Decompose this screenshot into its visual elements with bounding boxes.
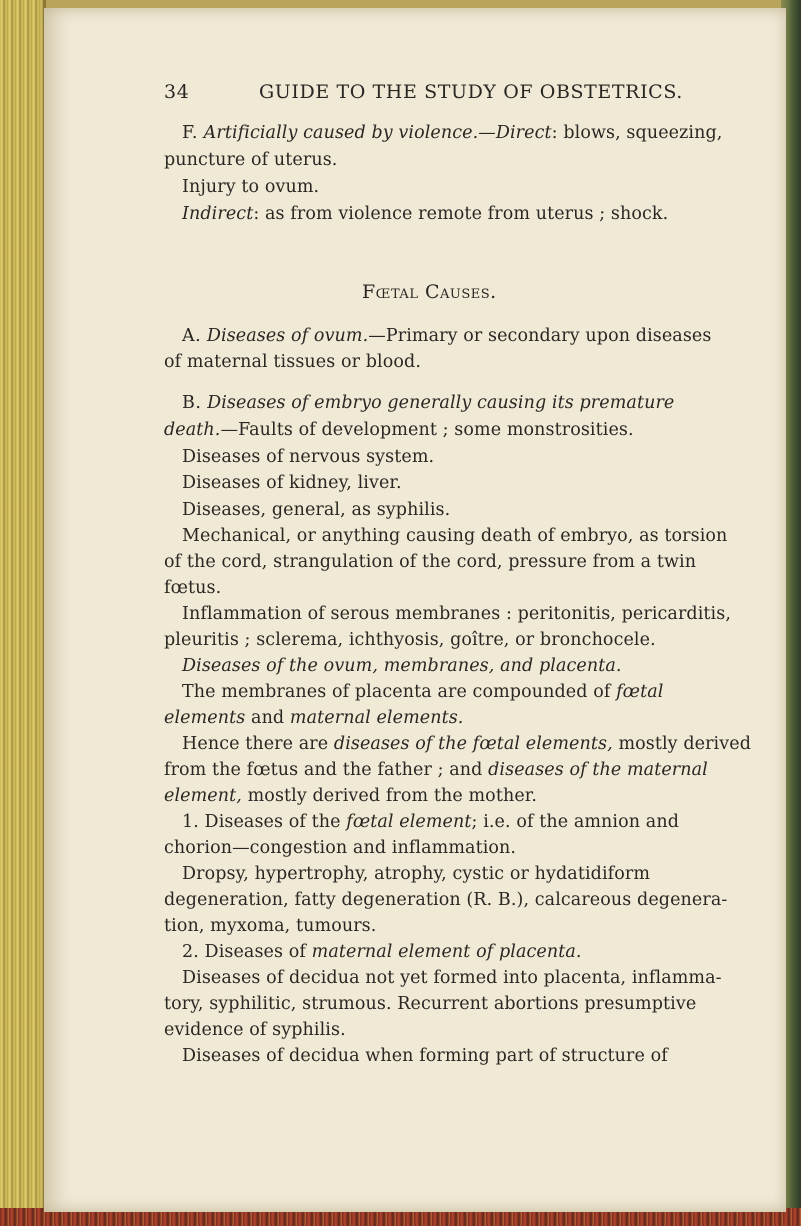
text-span: Hence there are: [182, 734, 329, 754]
numbered-item-1-cont: chorion—congestion and inflammation.: [164, 838, 517, 858]
section-f-line-2: puncture of uterus.: [164, 150, 338, 170]
section-a-line-2: of maternal tissues or blood.: [164, 352, 421, 372]
text-span: —Faults of development ; some monstrosities.: [220, 420, 634, 440]
text-span: Indirect: [182, 204, 254, 224]
membranes-line-2: [164, 706, 463, 730]
placenta-heading: Diseases of the ovum, membranes, and placenta.: [182, 656, 622, 676]
dropsy-line-3: tion, myxoma, tumours.: [164, 916, 377, 936]
decidua-line-4: Diseases of decidua when forming part of structure of: [182, 1046, 668, 1066]
text-span: element,: [164, 786, 242, 806]
text-span: 1. Diseases of the: [182, 812, 341, 832]
section-marker: F.: [182, 123, 198, 143]
section-f-line-1: [182, 121, 722, 145]
decidua-line-1: Diseases of decidua not yet formed into placenta, inflamma-: [182, 968, 722, 988]
section-b-line-2: [164, 418, 634, 442]
section-f-line-4: [182, 202, 668, 226]
list-item: Diseases of nervous system.: [182, 447, 435, 467]
text-span: 2. Diseases of: [182, 942, 306, 962]
running-title: GUIDE TO THE STUDY OF OBSTETRICS.: [259, 81, 683, 103]
list-item: pleuritis ; sclerema, ichthyosis, goître, or bronchocele.: [164, 630, 656, 650]
dropsy-line-1: Dropsy, hypertrophy, atrophy, cystic or hydatidiform: [182, 864, 651, 884]
decidua-line-2: tory, syphilitic, strumous. Recurrent abortions presumptive: [164, 994, 697, 1014]
hence-line-2: [164, 758, 708, 782]
text-span: maternal element of placenta.: [311, 942, 582, 962]
text-span: mostly derived: [618, 734, 751, 754]
book-page: [44, 8, 786, 1212]
text-span: elements: [164, 708, 246, 728]
section-b-line-1: [182, 391, 674, 415]
text-span: : blows, squeezing,: [551, 123, 723, 143]
book-binding-edge: [0, 0, 46, 1226]
decidua-line-3: evidence of syphilis.: [164, 1020, 346, 1040]
text-span: : as from violence remote from uterus ; shock.: [253, 204, 669, 224]
section-heading: Artificially caused by violence.—Direct: [203, 123, 552, 143]
page-number: 34: [164, 81, 190, 103]
section-marker: A.: [182, 326, 202, 346]
text-span: The membranes of placenta are compounded of: [182, 682, 611, 702]
section-heading: Diseases of embryo generally causing its premature: [207, 393, 675, 413]
list-item: Diseases of kidney, liver.: [182, 473, 402, 493]
section-a-line-1: [182, 324, 711, 348]
text-span: fœtal: [616, 682, 664, 702]
foetal-causes-heading: Fœtal Causes.: [362, 281, 497, 303]
list-item: Inflammation of serous membranes : peritonitis, pericarditis,: [182, 604, 732, 624]
text-span: maternal elements.: [289, 708, 464, 728]
list-item: Diseases, general, as syphilis.: [182, 500, 451, 520]
section-marker: B.: [182, 393, 202, 413]
text-span: fœtal element: [346, 812, 472, 832]
hence-line-3: [164, 784, 537, 808]
text-span: and: [251, 708, 285, 728]
numbered-item-2: [182, 940, 582, 964]
dropsy-line-2: degeneration, fatty degeneration (R. B.), calcareous degenera-: [164, 890, 728, 910]
text-span: death.: [164, 420, 221, 440]
text-span: —Primary or secondary upon diseases: [368, 326, 712, 346]
hence-line-1: [182, 732, 751, 756]
list-item: of the cord, strangulation of the cord, pressure from a twin: [164, 552, 697, 572]
text-span: from the fœtus and the father ; and: [164, 760, 483, 780]
numbered-item-1: [182, 810, 679, 834]
text-span: ; i.e. of the amnion and: [471, 812, 680, 832]
list-item: Mechanical, or anything causing death of embryo, as torsion: [182, 526, 728, 546]
text-span: mostly derived from the mother.: [247, 786, 537, 806]
membranes-line-1: [182, 680, 663, 704]
list-item: fœtus.: [164, 578, 222, 598]
text-span: diseases of the fœtal elements,: [333, 734, 613, 754]
section-f-line-3: Injury to ovum.: [182, 177, 320, 197]
text-span: diseases of the maternal: [488, 760, 708, 780]
section-heading: Diseases of ovum.: [206, 326, 369, 346]
